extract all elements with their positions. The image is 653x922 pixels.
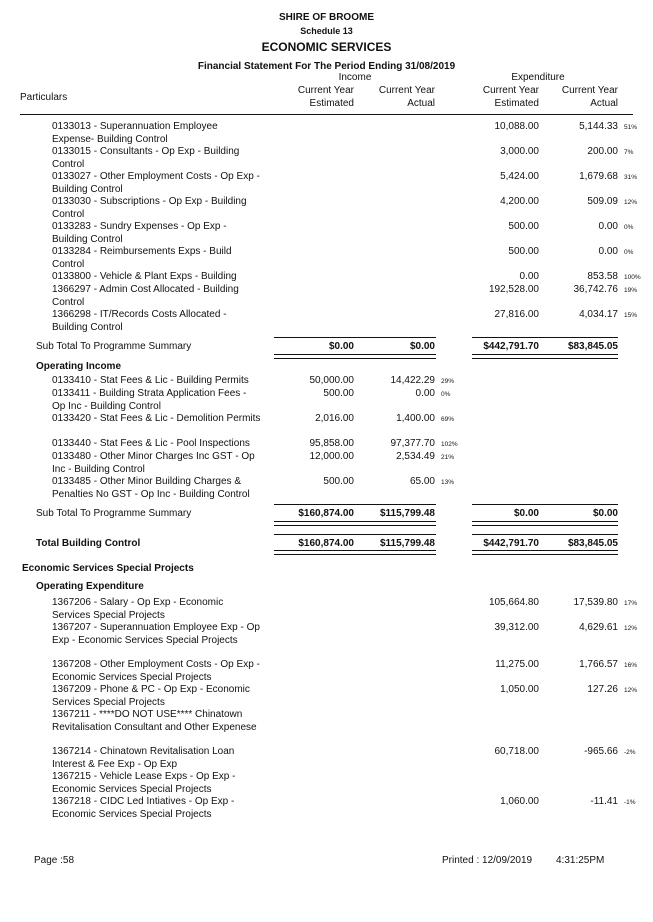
row-particulars: 1367208 - Other Employment Costs - Op Exp - Economic Services Special Projects — [52, 659, 260, 683]
exp-est-value: 10,088.00 — [494, 121, 539, 132]
expenditure-heading: Expenditure — [511, 72, 565, 83]
row-particulars: 0133013 - Superannuation Employee Expense- Building Control — [52, 121, 218, 145]
total-inc-double-rule — [274, 550, 436, 555]
row-particulars: 1367218 - CIDC Led Intiatives - Op Exp - Economic Services Special Projects — [52, 796, 235, 820]
exp-est-value: 39,312.00 — [494, 622, 539, 633]
percent-value: 12% — [624, 625, 638, 632]
exp-est-value: 60,718.00 — [494, 746, 539, 757]
exp-act-value: 1,679.68 — [579, 171, 618, 182]
percent-value: 15% — [624, 312, 638, 319]
row-particulars: 0133284 - Reimbursements Exps - Build Control — [52, 246, 232, 270]
percent-value: 29% — [441, 378, 455, 385]
page-number: Page :58 — [34, 855, 75, 866]
subtotal1-inc-est: $0.00 — [328, 341, 354, 352]
row-particulars: 1367207 - Superannuation Employee Exp - Op Exp - Economic Services Special Projects — [52, 622, 260, 646]
percent-value: 0% — [441, 391, 451, 398]
exp-est-value: 27,816.00 — [494, 309, 539, 320]
exp-est-value: 1,060.00 — [500, 796, 539, 807]
exp-est-value: 500.00 — [508, 246, 539, 257]
schedule-label: Schedule 13 — [300, 26, 353, 36]
subtotal2-inc-rule — [274, 504, 436, 505]
inc-act-value: 0.00 — [415, 388, 435, 399]
row-particulars: 1366297 - Admin Cost Allocated - Building Control — [52, 284, 239, 308]
exp-act-heading-1: Current Year — [561, 85, 618, 96]
percent-value: -2% — [624, 749, 636, 756]
printed-time: 4:31:25PM — [556, 855, 605, 866]
row-particulars: 0133485 - Other Minor Building Charges & Penalties No GST - Op Inc - Building Control — [52, 476, 250, 500]
income-heading: Income — [338, 72, 372, 83]
subtotal1-exp-act: $83,845.05 — [567, 341, 618, 352]
percent-value: 21% — [441, 454, 455, 461]
exp-act-value: 36,742.76 — [573, 284, 618, 295]
inc-est-heading-1: Current Year — [297, 85, 354, 96]
percent-value: 100% — [624, 274, 641, 281]
inc-est-value: 95,858.00 — [309, 438, 354, 449]
percent-value: 13% — [441, 479, 455, 486]
row-particulars: 0133411 - Building Strata Application Fees - Op Inc - Building Control — [52, 388, 247, 412]
percent-value: 0% — [624, 224, 634, 231]
exp-act-value: 5,144.33 — [579, 121, 618, 132]
row-particulars: 1367215 - Vehicle Lease Exps - Op Exp - Economic Services Special Projects — [52, 771, 236, 795]
exp-est-heading-2: Estimated — [494, 98, 539, 109]
percent-value: 69% — [441, 416, 455, 423]
subtotal1-label: Sub Total To Programme Summary — [36, 341, 192, 352]
total-building-label: Total Building Control — [36, 538, 141, 549]
header-rule — [20, 114, 633, 115]
exp-est-value: 192,528.00 — [488, 284, 539, 295]
inc-act-value: 14,422.29 — [390, 375, 435, 386]
section-title: ECONOMIC SERVICES — [261, 40, 392, 54]
percent-value: 19% — [624, 287, 638, 294]
operating-income-heading: Operating Income — [36, 361, 122, 372]
operating-expenditure-heading: Operating Expenditure — [36, 581, 144, 592]
row-particulars: 0133283 - Sundry Expenses - Op Exp - Building Control — [52, 221, 227, 245]
row-particulars: 1367211 - ****DO NOT USE**** Chinatown Revitalisation Consultant and Other Expenese — [52, 709, 257, 733]
exp-est-value: 5,424.00 — [500, 171, 539, 182]
percent-value: -1% — [624, 799, 636, 806]
subtotal2-exp-est: $0.00 — [513, 508, 539, 519]
inc-est-heading-2: Estimated — [309, 98, 354, 109]
exp-act-value: 17,539.80 — [573, 597, 618, 608]
printed-date: Printed : 12/09/2019 — [442, 855, 533, 866]
total-inc-est: $160,874.00 — [298, 538, 354, 549]
row-particulars: 1366298 - IT/Records Costs Allocated -Building Control — [52, 309, 227, 333]
total-inc-rule — [274, 534, 436, 535]
inc-est-value: 500.00 — [323, 476, 354, 487]
row-particulars: 0133800 - Vehicle & Plant Exps - Building — [52, 271, 237, 282]
row-particulars: 1367209 - Phone & PC - Op Exp - Economic Services Special Projects — [52, 684, 250, 708]
total-exp-rule — [472, 534, 618, 535]
subtotal1-inc-rule — [274, 337, 436, 338]
exp-act-value: -965.66 — [584, 746, 618, 757]
exp-act-value: 853.58 — [587, 271, 618, 282]
inc-est-value: 500.00 — [323, 388, 354, 399]
exp-est-value: 105,664.80 — [488, 597, 539, 608]
inc-act-value: 1,400.00 — [396, 413, 435, 424]
exp-est-value: 0.00 — [519, 271, 539, 282]
subtotal1-inc-double-rule — [274, 354, 436, 359]
exp-act-value: 1,766.57 — [579, 659, 618, 670]
total-inc-act: $115,799.48 — [379, 538, 435, 549]
percent-value: 16% — [624, 662, 638, 669]
subtotal1-inc-act: $0.00 — [409, 341, 435, 352]
row-particulars: 0133410 - Stat Fees & Lic - Building Permits — [52, 375, 249, 386]
percent-value: 102% — [441, 441, 458, 448]
total-exp-est: $442,791.70 — [483, 538, 539, 549]
percent-value: 12% — [624, 687, 638, 694]
inc-est-value: 12,000.00 — [309, 451, 354, 462]
exp-est-heading-1: Current Year — [482, 85, 539, 96]
subtotal1-exp-double-rule — [472, 354, 618, 359]
exp-est-value: 500.00 — [508, 221, 539, 232]
row-particulars: 0133440 - Stat Fees & Lic - Pool Inspections — [52, 438, 250, 449]
inc-act-value: 2,534.49 — [396, 451, 435, 462]
subtotal2-exp-double-rule — [472, 521, 618, 526]
exp-est-value: 1,050.00 — [500, 684, 539, 695]
exp-act-value: 509.09 — [587, 196, 618, 207]
exp-act-value: 4,629.61 — [579, 622, 618, 633]
subtotal2-label: Sub Total To Programme Summary — [36, 508, 192, 519]
percent-value: 31% — [624, 174, 638, 181]
subtotal2-exp-rule — [472, 504, 618, 505]
percent-value: 7% — [624, 149, 634, 156]
total-exp-act: $83,845.05 — [567, 538, 618, 549]
exp-est-value: 3,000.00 — [500, 146, 539, 157]
exp-act-value: 0.00 — [598, 246, 618, 257]
subtotal2-inc-double-rule — [274, 521, 436, 526]
inc-est-value: 50,000.00 — [309, 375, 354, 386]
total-exp-double-rule — [472, 550, 618, 555]
subtotal2-exp-act: $0.00 — [592, 508, 618, 519]
exp-act-value: 0.00 — [598, 221, 618, 232]
org-name: SHIRE OF BROOME — [278, 12, 374, 23]
subtotal1-exp-rule — [472, 337, 618, 338]
inc-act-value: 65.00 — [409, 476, 435, 487]
inc-act-heading-1: Current Year — [378, 85, 435, 96]
row-particulars: 0133030 - Subscriptions - Op Exp - Building Control — [52, 196, 247, 220]
inc-act-value: 97,377.70 — [390, 438, 435, 449]
exp-act-heading-2: Actual — [590, 98, 618, 109]
subtotal2-inc-act: $115,799.48 — [379, 508, 435, 519]
row-particulars: 0133027 - Other Employment Costs - Op Exp - Building Control — [52, 171, 260, 195]
exp-est-value: 4,200.00 — [500, 196, 539, 207]
inc-est-value: 2,016.00 — [315, 413, 354, 424]
exp-act-value: 127.26 — [587, 684, 618, 695]
statement-title: Financial Statement For The Period Ending 31/08/2019 — [197, 61, 456, 72]
exp-act-value: -11.41 — [590, 796, 618, 807]
row-particulars: 0133480 - Other Minor Charges Inc GST - Op Inc - Building Control — [52, 451, 255, 475]
econ-section-heading: Economic Services Special Projects — [22, 563, 194, 574]
subtotal2-inc-est: $160,874.00 — [298, 508, 354, 519]
row-particulars: 1367214 - Chinatown Revitalisation Loan Interest & Fee Exp - Op Exp — [52, 746, 235, 770]
percent-value: 12% — [624, 199, 638, 206]
exp-act-value: 4,034.17 — [579, 309, 618, 320]
percent-value: 17% — [624, 600, 638, 607]
particulars-heading: Particulars — [20, 92, 68, 103]
inc-act-heading-2: Actual — [407, 98, 435, 109]
subtotal1-exp-est: $442,791.70 — [483, 341, 539, 352]
row-particulars: 0133015 - Consultants - Op Exp - Building Control — [52, 146, 240, 170]
exp-act-value: 200.00 — [587, 146, 618, 157]
percent-value: 0% — [624, 249, 634, 256]
exp-est-value: 11,275.00 — [495, 659, 539, 670]
row-particulars: 0133420 - Stat Fees & Lic - Demolition Permits — [52, 413, 261, 424]
percent-value: 51% — [624, 124, 638, 131]
row-particulars: 1367206 - Salary - Op Exp - Economic Services Special Projects — [52, 597, 224, 621]
